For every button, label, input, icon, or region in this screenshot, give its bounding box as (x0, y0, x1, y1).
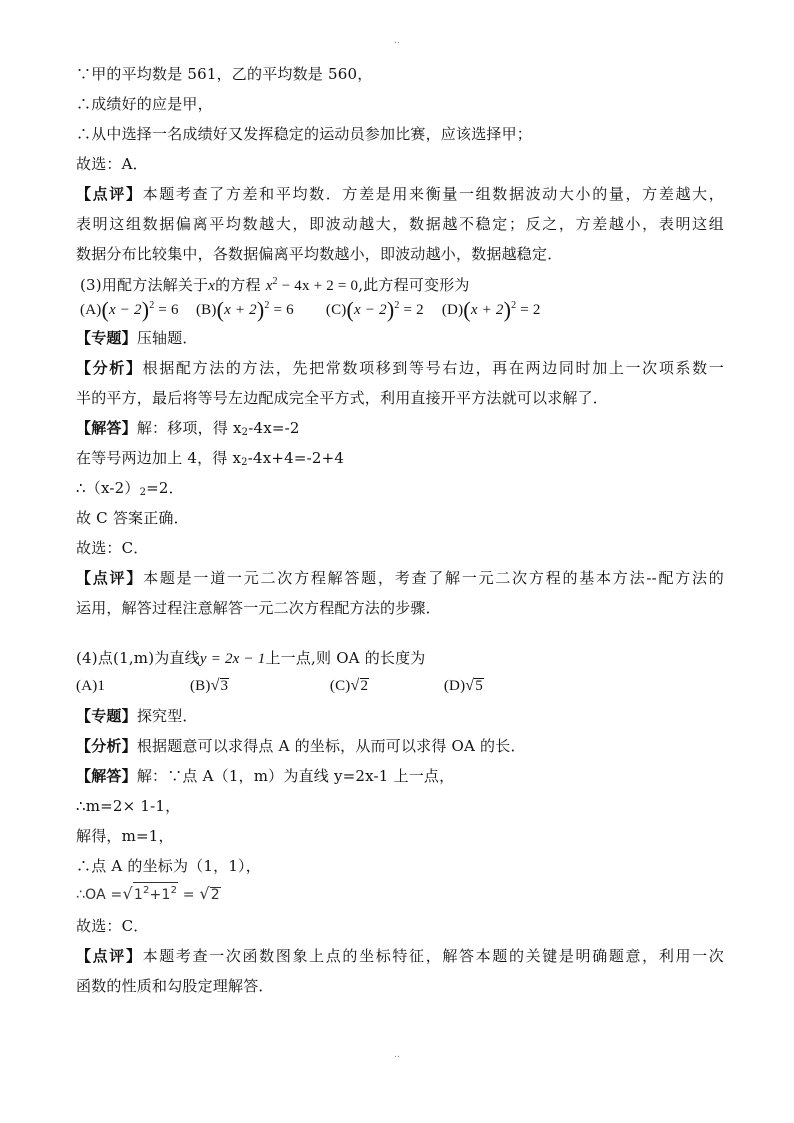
text-line: 在等号两边加上 4，得 $x_2-4x+4=-2+4$ (76, 449, 345, 468)
text-line: 运用，解答过程注意解答一元二次方程配方法的步骤． (76, 599, 441, 617)
tag-analysis: 【分析】 (76, 737, 137, 755)
comment-line: 【点评】本题是一道一元二次方程解答题，考查了解一元二次方程的基本方法--配方法的 (76, 569, 724, 587)
question-4-options (76, 676, 484, 696)
option-d: (D)√5 (443, 677, 483, 694)
topic-line: 【专题】压轴题． (76, 329, 198, 347)
tag-answer: 【解答】 (76, 419, 137, 437)
analysis-line: 【分析】根据配方法的方法，先把常数项移到等号右边，再在两边同时加上一次项系数一 (76, 359, 724, 377)
option-c: (C)√2 (329, 677, 369, 694)
option-a: $(A)(x - 2)^2 = 6$ (80, 297, 179, 322)
tag-comment: 【点评】 (76, 185, 143, 203)
text-line: 故选：C． (76, 917, 149, 935)
comment-line: 【点评】本题考查一次函数图象上点的坐标特征，解答本题的关键是明确题意，利用一次 (76, 947, 724, 965)
option-a: (A)1 (76, 678, 106, 694)
page-header-mark: .. (394, 36, 400, 46)
text-line: 半的平方，最后将等号左边配成完全平方式，利用直接开平方法就可以求解了． (76, 389, 609, 407)
text-line: 故 C 答案正确． (76, 509, 189, 527)
option-b: $(B)(x + 2)^2 = 6$ (195, 297, 294, 322)
text-line: ∵甲的平均数是 561，乙的平均数是 560， (76, 65, 373, 83)
option-c: $(C)(x - 2)^2 = 2$ (325, 297, 424, 322)
text-line: ∴从中选择一名成绩好又发挥稳定的运动员参加比赛，应该选择甲； (76, 125, 533, 143)
option-d: $(D)(x + 2)^2 = 2$ (441, 297, 541, 322)
text-line: 数据分布比较集中，各数据偏离平均数越小，即波动越小，数据越稳定． (76, 245, 563, 263)
text-line: 故选：C． (76, 539, 149, 557)
question-3-stem: (3)用配方法解关于x的方程 $x^2 - 4x + 2 = 0$,此方程可变形为 (80, 276, 470, 294)
text-line: 解得，m=1， (76, 827, 174, 845)
text-line: $\therefore(x-2)_2=2$． (76, 479, 184, 498)
oa-formula: ∴OA $=√1^2+1^2 = √2$ (76, 884, 220, 903)
question-3-options (80, 296, 541, 320)
comment-paragraph-line: 【点评】本题考查了方差和平均数．方差是用来衡量一组数据波动大小的量，方差越大， (76, 185, 724, 203)
answer-line: 【解答】解：∵点 A（1，m）为直线 y=2x-1 上一点， (76, 767, 455, 785)
tag-comment: 【点评】 (76, 569, 144, 587)
tag-comment: 【点评】 (76, 947, 143, 965)
page-footer-mark: .. (394, 1050, 400, 1060)
tag-topic: 【专题】 (76, 329, 137, 347)
question-4-stem: (4)点(1,m)为直线y = 2x − 1上一点,则 OA 的长度为 (76, 649, 426, 667)
text-line: 函数的性质和勾股定理解答． (76, 977, 274, 995)
text-line: 表明这组数据偏离平均数越大，即波动越大，数据越不稳定；反之，方差越小，表明这组 (76, 215, 724, 233)
option-b: (B)√3 (189, 677, 229, 694)
tag-topic: 【专题】 (76, 707, 137, 725)
tag-analysis: 【分析】 (76, 359, 143, 377)
topic-line: 【专题】探究型． (76, 707, 198, 725)
text-line: ∴m=2× 1-1， (76, 797, 181, 815)
text-line: ∴点 A 的坐标为（1，1）， (76, 857, 261, 875)
text-line: ∴成绩好的应是甲， (76, 95, 213, 113)
text-line: 故选：A． (76, 155, 148, 173)
analysis-line: 【分析】根据题意可以求得点 A 的坐标，从而可以求得 OA 的长． (76, 737, 526, 755)
tag-answer: 【解答】 (76, 767, 137, 785)
answer-line: 【解答】解：移项，得 $x_2-4x=-2$ (76, 419, 300, 438)
